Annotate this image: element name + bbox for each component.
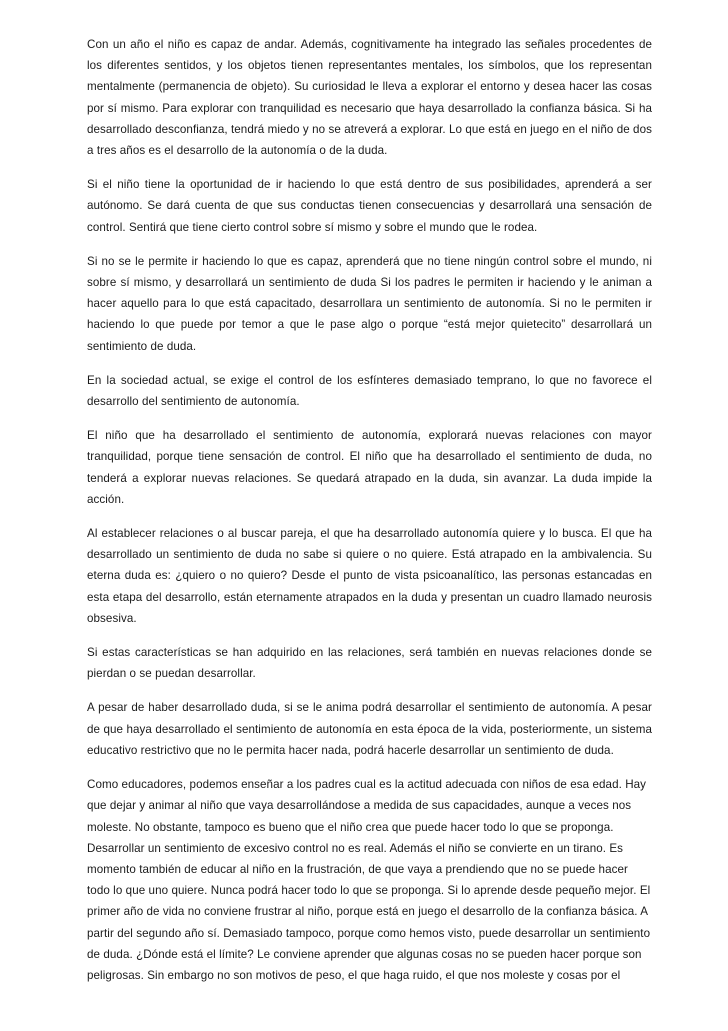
paragraph: Si no se le permite ir haciendo lo que es capaz, aprenderá que no tiene ningún control sobre el mundo, ni sobre sí mismo, y desarrollará un sentimiento de duda Si los padres le permiten ir haciendo y le animan a hacer aquello para lo que está capacitado, desarrollara un sentimiento de autonomía. Si no le permiten ir haciendo lo que puede por temor a que le pase algo o porque “está mejor quietecito” desarrollará un sentimiento de duda.: [87, 254, 652, 353]
paragraph: Como educadores, podemos enseñar a los padres cual es la actitud adecuada con niños de esa edad. Hay que dejar y animar al niño que vaya desarrollándose a medida de sus capacidades, aunque a veces nos moleste. No obstante, tampoco es bueno que el niño crea que puede hacer todo lo que se proponga. Desarrollar un sentimiento de excesivo control no es real. Además el niño se convierte en un tirano. Es momento también de educar al niño en la frustración, de que vaya a prendiendo que no se puede hacer todo lo que uno quiere. Nunca podrá hacer todo lo que se proponga. Si lo aprende desde pequeño mejor. El primer año de vida no conviene frustrar al niño, porque está en juego el desarrollo de la confianza básica. A partir del segundo año sí. Demasiado tampoco, porque como hemos visto, puede desarrollar un sentimiento de duda. ¿Dónde está el límite? Le conviene aprender que algunas cosas no se pueden hacer porque son peligrosas. Sin embargo no son motivos de peso, el que haga ruido, el que nos moleste y cosas por el: [87, 778, 651, 982]
paragraph: Si el niño tiene la oportunidad de ir haciendo lo que está dentro de sus posibilidades, aprenderá a ser autónomo. Se dará cuenta de que sus conductas tienen consecuencias y desarrollará una sensación de control. Sentirá que tiene cierto control sobre sí mismo y sobre el mundo que le rodea.: [87, 178, 652, 234]
paragraph: En la sociedad actual, se exige el control de los esfínteres demasiado temprano, lo que no favorece el desarrollo del sentimiento de autonomía.: [87, 373, 652, 409]
paragraph: Si estas características se han adquirido en las relaciones, será también en nuevas relaciones donde se pierdan o se puedan desarrollar.: [87, 646, 652, 681]
paragraph: El niño que ha desarrollado el sentimiento de autonomía, explorará nuevas relaciones con mayor tranquilidad, porque tiene sensación de control. El niño que ha desarrollado el sentimiento de duda, no tenderá a explorar nuevas relaciones. Se quedará atrapado en la duda, sin avanzar. La duda impide la acción.: [87, 429, 652, 506]
paragraph: A pesar de haber desarrollado duda, si se le anima podrá desarrollar el sentimiento de autonomía. A pesar de que haya desarrollado el sentimiento de autonomía en esta época de la vida, posteriormente, un sistema educativo restrictivo que no le permita hacer nada, podrá hacerle desarrollar un sentimiento de duda.: [87, 701, 652, 757]
paragraph: Al establecer relaciones o al buscar pareja, el que ha desarrollado autonomía quiere y lo busca. El que ha desarrollado un sentimiento de duda no sabe si quiere o no quiere. Está atrapado en la ambivalencia. Su eterna duda es: ¿quiero o no quiero? Desde el punto de vista psicoanalítico, las personas estancadas en esta etapa del desarrollo, están eternamente atrapados en la duda y presentan un cuadro llamado neurosis obsesiva.: [87, 527, 652, 625]
paragraph: Con un año el niño es capaz de andar. Además, cognitivamente ha integrado las señales procedentes de los diferentes sentidos, y los objetos tienen representantes mentales, los símbolos, que los representan mentalmente (permanencia de objeto). Su curiosidad le lleva a explorar el entorno y desea hacer las cosas por sí mismo. Para explorar con tranquilidad es necesario que haya desarrollado la confianza básica. Si ha desarrollado desconfianza, tendrá miedo y no se atreverá a explorar. Lo que está en juego en el niño de dos a tres años es el desarrollo de la autonomía o de la duda.: [87, 38, 652, 158]
document-page: [87, 34, 652, 999]
